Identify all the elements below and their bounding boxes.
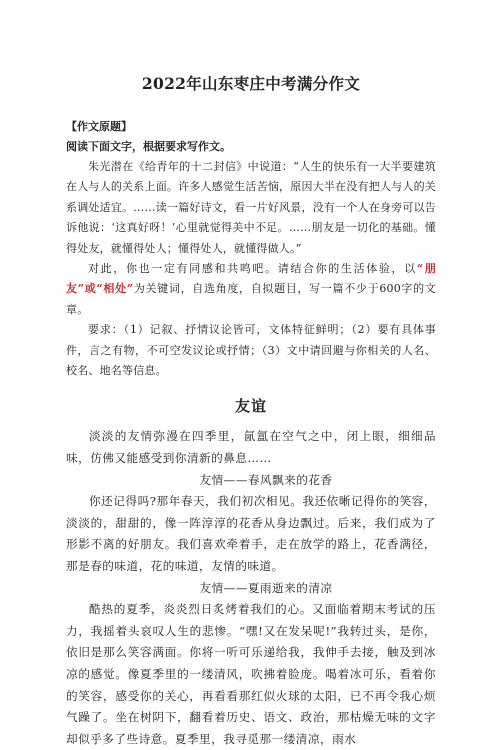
keyword-highlight: “朋友”或“相处” <box>66 262 437 296</box>
requirements-paragraph: 要求：（1）记叙、抒情议论皆可，文体特征鲜明；（2）要有具体事件，言之有物，不可空发议论或抒情；（3）文中请回避与你相关的人名、校名、地名等信息。 <box>66 323 436 378</box>
quote-paragraph: 朱光潜在《给青年的十二封信》中说道：“人生的快乐有一大半要建筑在人与人的关系上面。许多人感觉生活苦恼，原因大半在没有把人与人的关系调处适宜。……读一篇好诗文，看一片好风景，没有一个人在身旁可以告诉他说：‘这真好呀！’心里就觉得美中不足。……朋友是一切化的基础。懂得处友，就懂得处人；懂得处人，就懂得做人。” <box>66 160 436 255</box>
essay-intro: 淡淡的友情弥漫在四季里，氤氲在空气之中，闭上眼，细细品味，仿佛又能感受到你清新的鼻息…… <box>66 429 436 466</box>
section-2-title: 友情——夏雨逝来的清凉 <box>199 580 333 595</box>
task-after: 为关键词，自选角度，自拟题目，写一篇不少于600字的文章。 <box>66 282 436 316</box>
prompt-instruction: 阅读下面文字，根据要求写作文。 <box>66 140 231 153</box>
prompt-heading: 【作文原题】 <box>66 120 132 133</box>
essay-title: 友谊 <box>234 397 267 416</box>
document-title: 2022年山东枣庄中考满分作文 <box>141 74 361 93</box>
section-2-text: 酷热的夏季，炎炎烈日炙烤着我们的心。又面临着期末考试的压力，我摇着头哀叹人生的悲惨。“嘿!又在发呆呢!”我转过头，是你，依旧是那么笑容满面。你将一听可乐递给我，我伸手去接，触及到冰凉的感觉。像夏季里的一缕清风，吹拂着脸庞。喝着冰可乐，看着你的笑容，感受你的关心，再看看那红似火球的太阳，已不再令我心烦气躁了。坐在树阴下，翻看着历史、语文、政治，那枯燥无味的文字却似乎多了些诗意。夏季里，我寻觅那一缕清凉，雨水 <box>66 602 436 746</box>
task-paragraph <box>66 259 436 320</box>
section-1-title: 友情——春风飘来的花香 <box>199 472 333 487</box>
task-before: 对此，你也一定有同感和共鸣吧。请结合你的生活体验，以 <box>88 262 417 276</box>
section-1-text: 你还记得吗?那年春天，我们初次相见。我还依晰记得你的笑容，淡淡的，甜甜的，像一阵淳淳的花香从身边飘过。后来，我们成为了形影不离的好朋友。我们喜欢牵着手，走在放学的路上，花香满径，那是春的味道，花的味道，友情的味道。 <box>66 494 436 574</box>
